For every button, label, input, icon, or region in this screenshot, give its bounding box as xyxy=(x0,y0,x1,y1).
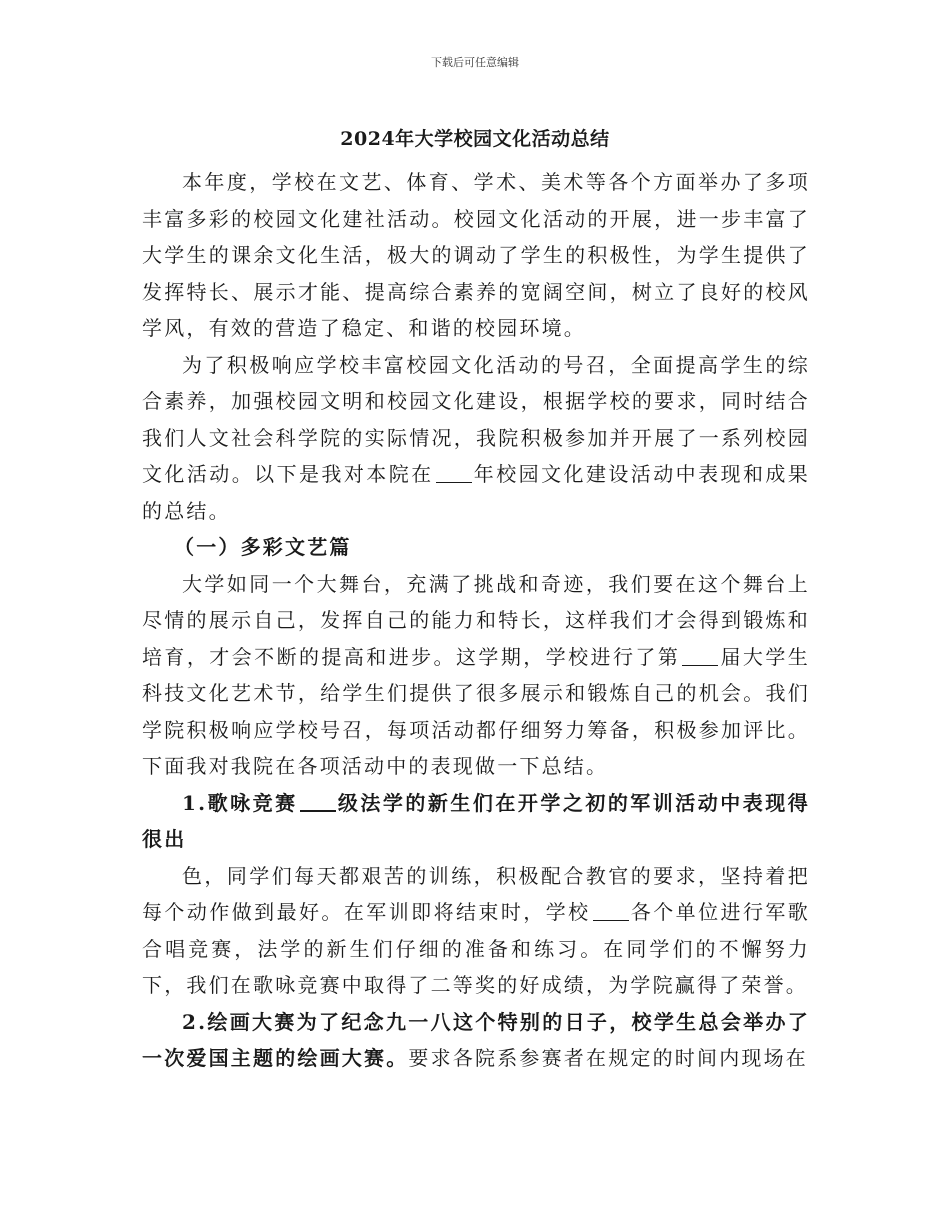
document-title: 2024年大学校园文化活动总结 xyxy=(340,128,610,150)
paragraph-context-text-a: 为了积极响应学校丰富校园文化活动的号召，全面提高学生的综合素养，加强校园文明和校园文化建设，根据学校的要求，同时结合我们人文社会科学院的实际情况，我院积极参加并开展了一系列校园文化活动。以下是我对本院在 xyxy=(142,352,810,486)
item-painting-contest-text: 要求各院系参赛者在规定的时间内现场在 xyxy=(408,1046,809,1070)
fill-in-blank xyxy=(300,792,336,812)
paragraph-arts-text-b: 届大学生科技文化艺术节，给学生们提供了很多展示和锻炼自己的机会。我们学院积极响应学校号召，每项活动都仔细努力筹备，积极参加评比。下面我对我院在各项活动中的表现做一下总结。 xyxy=(142,644,810,778)
header-note: 下载后可任意编辑 xyxy=(431,56,519,69)
fill-in-blank xyxy=(436,464,472,483)
item-singing-contest-text: 级法学的新生们在开学之初的军训活动中表现得很出 xyxy=(142,790,810,851)
paragraph-arts-text-a: 大学如同一个大舞台，充满了挑战和奇迹，我们要在这个舞台上尽情的展示自己，发挥自己的能力和特长，这样我们才会得到锻炼和培育，才会不断的提高和进步。这学期，学校进行了第 xyxy=(142,571,810,669)
document-body xyxy=(142,164,810,1077)
fill-in-blank xyxy=(593,902,629,921)
item-painting-contest-bold: 2.绘画大赛为了纪念九一八这个特别的日子，校学生总会举办了一次爱国主题的绘画大赛。 xyxy=(142,1009,810,1070)
paragraph-context xyxy=(142,347,810,530)
paragraph-military-text-a: 色，同学们每天都艰苦的训练，积极配合教官的要求，坚持着把每个动作做到最好。在军训即将结束时，学校 xyxy=(142,863,810,924)
item-singing-contest xyxy=(142,785,810,858)
item-painting-contest xyxy=(142,1004,810,1077)
paragraph-military-training xyxy=(142,858,810,1004)
fill-in-blank xyxy=(682,647,718,666)
paragraph-context-text-b: 年校园文化建设活动中表现和成果的总结。 xyxy=(142,462,811,523)
section-heading: （一）多彩文艺篇 xyxy=(174,535,352,559)
paragraph-intro: 本年度，学校在文艺、体育、学术、美术等各个方面举办了多项丰富多彩的校园文化建社活动。校园文化活动的开展，进一步丰富了大学生的课余文化生活，极大的调动了学生的积极性，为学生提供了发挥特长、展示才能、提高综合素养的宽阔空间，树立了良好的校风学风，有效的营造了稳定、和谐的校园环境。 xyxy=(142,170,810,340)
item-singing-contest-label: 1.歌咏竞赛 xyxy=(182,790,298,815)
paragraph-military-text-b: 各个单位进行军歌合唱竞赛，法学的新生们仔细的准备和练习。在同学们的不懈努力下，我们在歌咏竞赛中取得了二等奖的好成绩，为学院赢得了荣誉。 xyxy=(142,900,811,997)
paragraph-arts xyxy=(142,566,810,785)
